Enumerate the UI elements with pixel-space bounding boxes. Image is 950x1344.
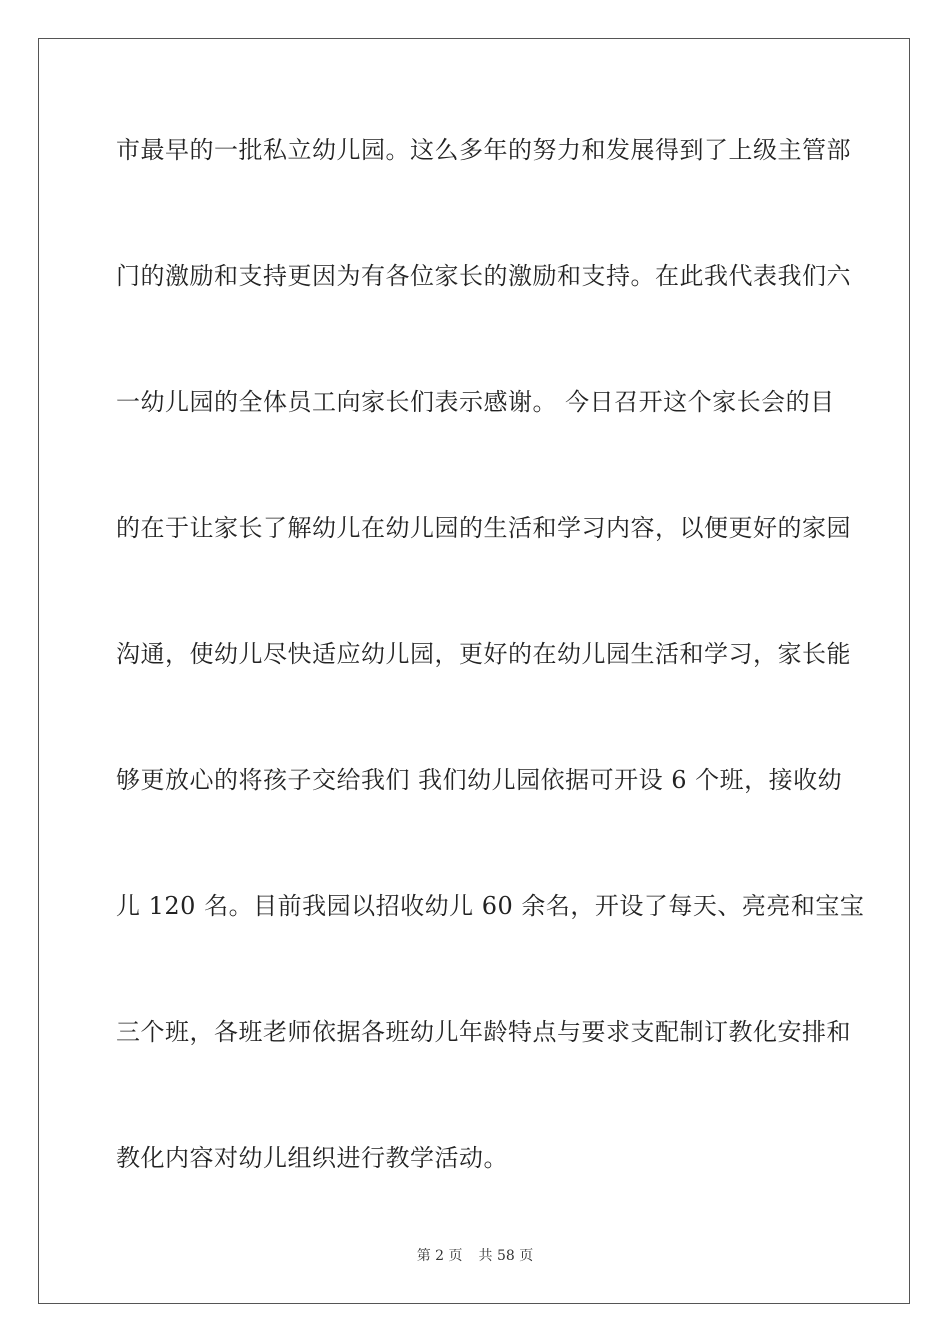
page-footer bbox=[0, 1246, 950, 1266]
page-total: 共 58 页 bbox=[478, 1248, 534, 1264]
text-line-4: 的在于让家长了解幼儿在幼儿园的生活和学习内容，以便更好的家园 bbox=[116, 514, 851, 542]
text-line-1: 市最早的一批私立幼儿园。这么多年的努力和发展得到了上级主管部 bbox=[116, 136, 851, 164]
text-line-6: 够更放心的将孩子交给我们 我们幼儿园依据可开设 6 个班，接收幼 bbox=[116, 766, 843, 794]
text-line-2: 门的激励和支持更因为有各位家长的激励和支持。在此我代表我们六 bbox=[116, 262, 851, 290]
body-text bbox=[116, 128, 865, 1262]
text-line-7: 儿 120 名。目前我园以招收幼儿 60 余名，开设了每天、亮亮和宝宝 bbox=[116, 892, 865, 920]
text-line-9: 教化内容对幼儿组织进行教学活动。 bbox=[116, 1144, 508, 1172]
text-line-5: 沟通，使幼儿尽快适应幼儿园，更好的在幼儿园生活和学习，家长能 bbox=[116, 640, 851, 668]
text-line-3: 一幼儿园的全体员工向家长们表示感谢。 今日召开这个家长会的目 bbox=[116, 388, 835, 416]
text-line-8: 三个班，各班老师依据各班幼儿年龄特点与要求支配制订教化安排和 bbox=[116, 1018, 851, 1046]
page-number: 第 2 页 bbox=[416, 1248, 463, 1264]
